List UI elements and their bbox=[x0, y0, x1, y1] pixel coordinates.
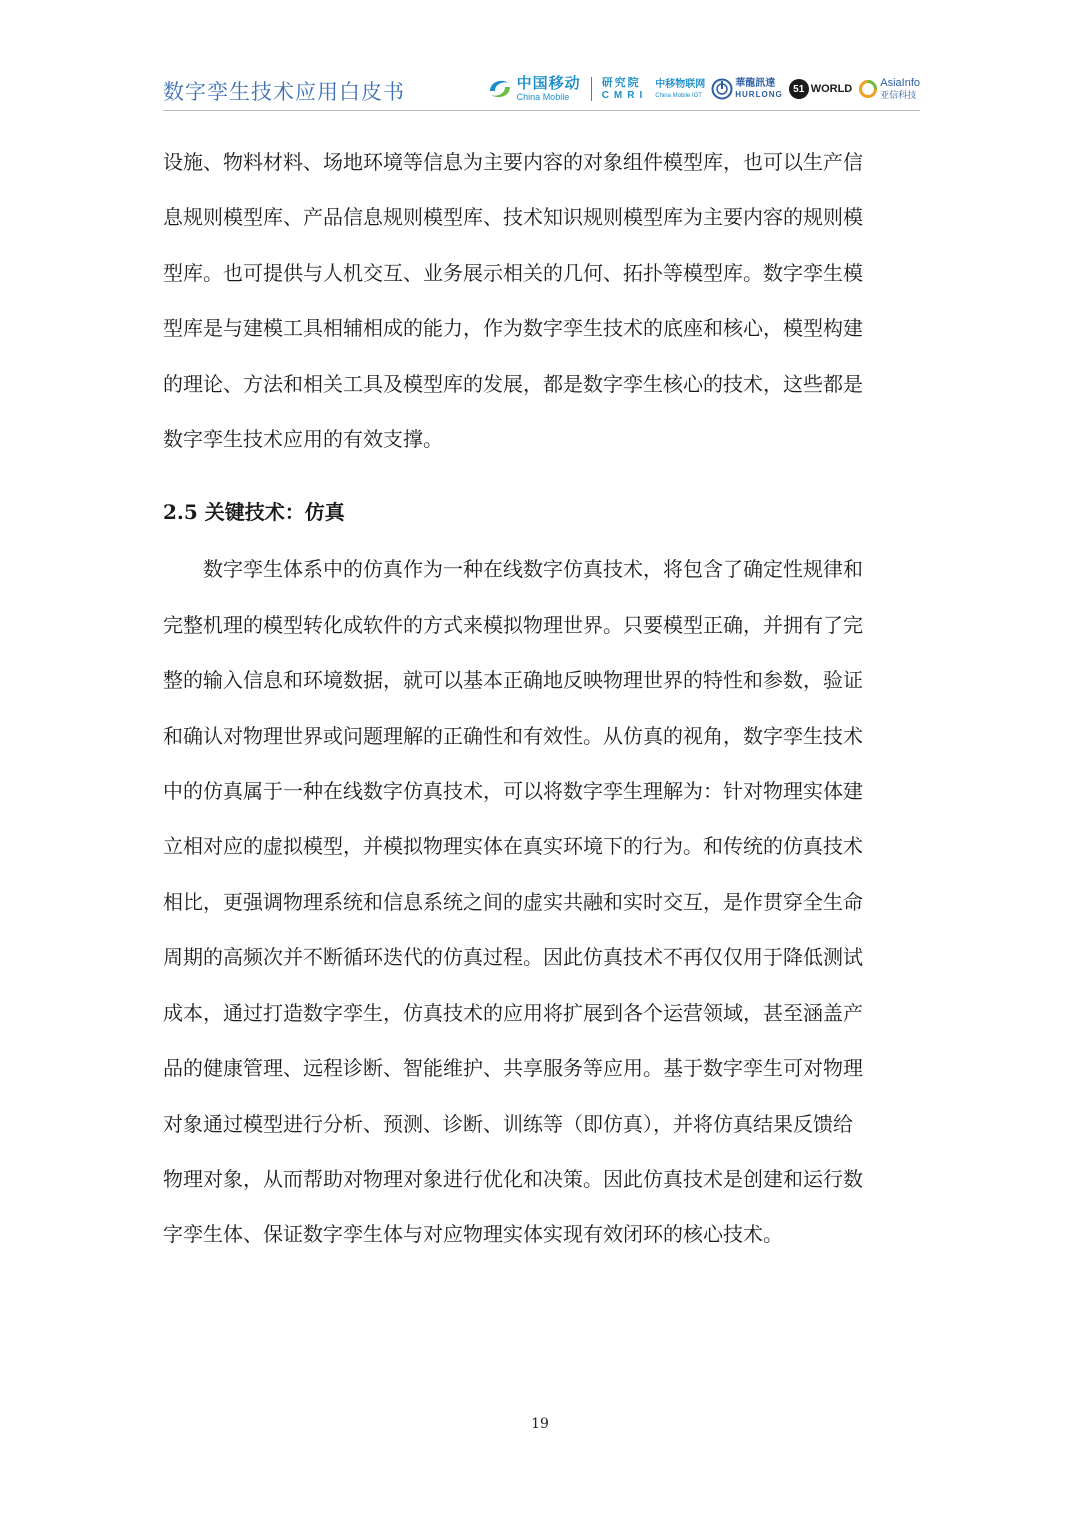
hurlong-emblem-icon bbox=[711, 78, 733, 100]
text-line: 物理对象，从而帮助对物理对象进行优化和决策。因此仿真技术是创建和运行数 bbox=[163, 1166, 863, 1191]
text-line: 相比，更强调物理系统和信息系统之间的虚实共融和实时交互，是作贯穿全生命 bbox=[163, 889, 863, 914]
asiainfo-cn-text: 亚信科技 bbox=[880, 90, 917, 100]
text-line: 息规则模型库、产品信息规则模型库、技术知识规则模型库为主要内容的规则模 bbox=[163, 205, 863, 230]
text-line: 的理论、方法和相关工具及模型库的发展，都是数字孪生核心的技术，这些都是 bbox=[163, 371, 863, 396]
text-line: 立相对应的虚拟模型，并模拟物理实体在真实环境下的行为。和传统的仿真技术 bbox=[163, 834, 863, 859]
asiainfo-en-text: AsiaInfo bbox=[880, 77, 920, 89]
hurlong-en-text: HURLONG bbox=[735, 90, 783, 99]
text-line: 完整机理的模型转化成软件的方式来模拟物理世界。只要模型正确，并拥有了完 bbox=[163, 612, 863, 637]
page-body bbox=[163, 135, 920, 1263]
section-paragraph bbox=[163, 542, 920, 1262]
text-line: 中的仿真属于一种在线数字仿真技术，可以将数字孪生理解为：针对物理实体建 bbox=[163, 779, 863, 804]
cmri-cn-text: 研究院 bbox=[601, 76, 641, 89]
page-number: 19 bbox=[531, 1416, 549, 1432]
text-line: 对象通过模型进行分析、预测、诊断、训练等（即仿真），并将仿真结果反馈给 bbox=[163, 1111, 853, 1136]
text-line: 周期的高频次并不断循环迭代的仿真过程。因此仿真技术不再仅仅用于降低测试 bbox=[163, 945, 863, 970]
section-heading: 2.5 关键技术：仿真 bbox=[163, 500, 345, 525]
text-line: 字孪生体、保证数字孪生体与对应物理实体实现有效闭环的核心技术。 bbox=[163, 1222, 783, 1247]
iot-cn-text: 中移物联网 bbox=[655, 78, 706, 90]
asiainfo-ring-icon bbox=[858, 79, 878, 99]
text-line: 品的健康管理、远程诊断、智能维护、共享服务等应用。基于数字孪生可对物理 bbox=[163, 1056, 863, 1081]
china-mobile-logo bbox=[487, 76, 581, 102]
china-mobile-cn-text: 中国移动 bbox=[516, 75, 581, 92]
page-header bbox=[163, 64, 920, 108]
document-title: 数字孪生技术应用白皮书 bbox=[163, 80, 405, 104]
hurlong-logo bbox=[711, 78, 782, 100]
header-divider bbox=[163, 110, 920, 111]
51world-badge-icon: 51 bbox=[789, 79, 809, 99]
text-line: 和确认对物理世界或问题理解的正确性和有效性。从仿真的视角，数字孪生技术 bbox=[163, 723, 863, 748]
text-line: 数字孪生技术应用的有效支撑。 bbox=[163, 427, 443, 452]
text-line: 数字孪生体系中的仿真作为一种在线数字仿真技术，将包含了确定性规律和 bbox=[163, 557, 863, 582]
asiainfo-logo bbox=[858, 78, 920, 100]
cmri-en-text: CMRI bbox=[601, 89, 648, 101]
text-line: 成本，通过打造数字孪生，仿真技术的应用将扩展到各个运营领域，甚至涵盖产 bbox=[163, 1000, 863, 1025]
cmri-logo bbox=[602, 78, 648, 101]
china-mobile-en-text: China Mobile bbox=[516, 92, 570, 102]
text-line: 整的输入信息和环境数据，就可以基本正确地反映物理世界的特性和参数，验证 bbox=[163, 668, 863, 693]
text-line: 型库是与建模工具相辅相成的能力，作为数字孪生技术的底座和核心，模型构建 bbox=[163, 316, 863, 341]
china-mobile-iot-logo bbox=[655, 80, 705, 99]
51world-logo bbox=[789, 79, 853, 99]
iot-en-text: China Mobile IOT bbox=[655, 92, 702, 99]
text-line: 设施、物料材料、场地环境等信息为主要内容的对象组件模型库，也可以生产信 bbox=[163, 150, 863, 174]
hurlong-cn-text: 華龍訊達 bbox=[735, 78, 776, 89]
51world-text: WORLD bbox=[810, 83, 853, 95]
logo-divider bbox=[591, 77, 592, 101]
continued-paragraph bbox=[163, 135, 920, 467]
partner-logos bbox=[487, 72, 920, 106]
text-line: 型库。也可提供与人机交互、业务展示相关的几何、拓扑等模型库。数字孪生模 bbox=[163, 260, 863, 285]
china-mobile-swirl-icon bbox=[487, 76, 513, 102]
